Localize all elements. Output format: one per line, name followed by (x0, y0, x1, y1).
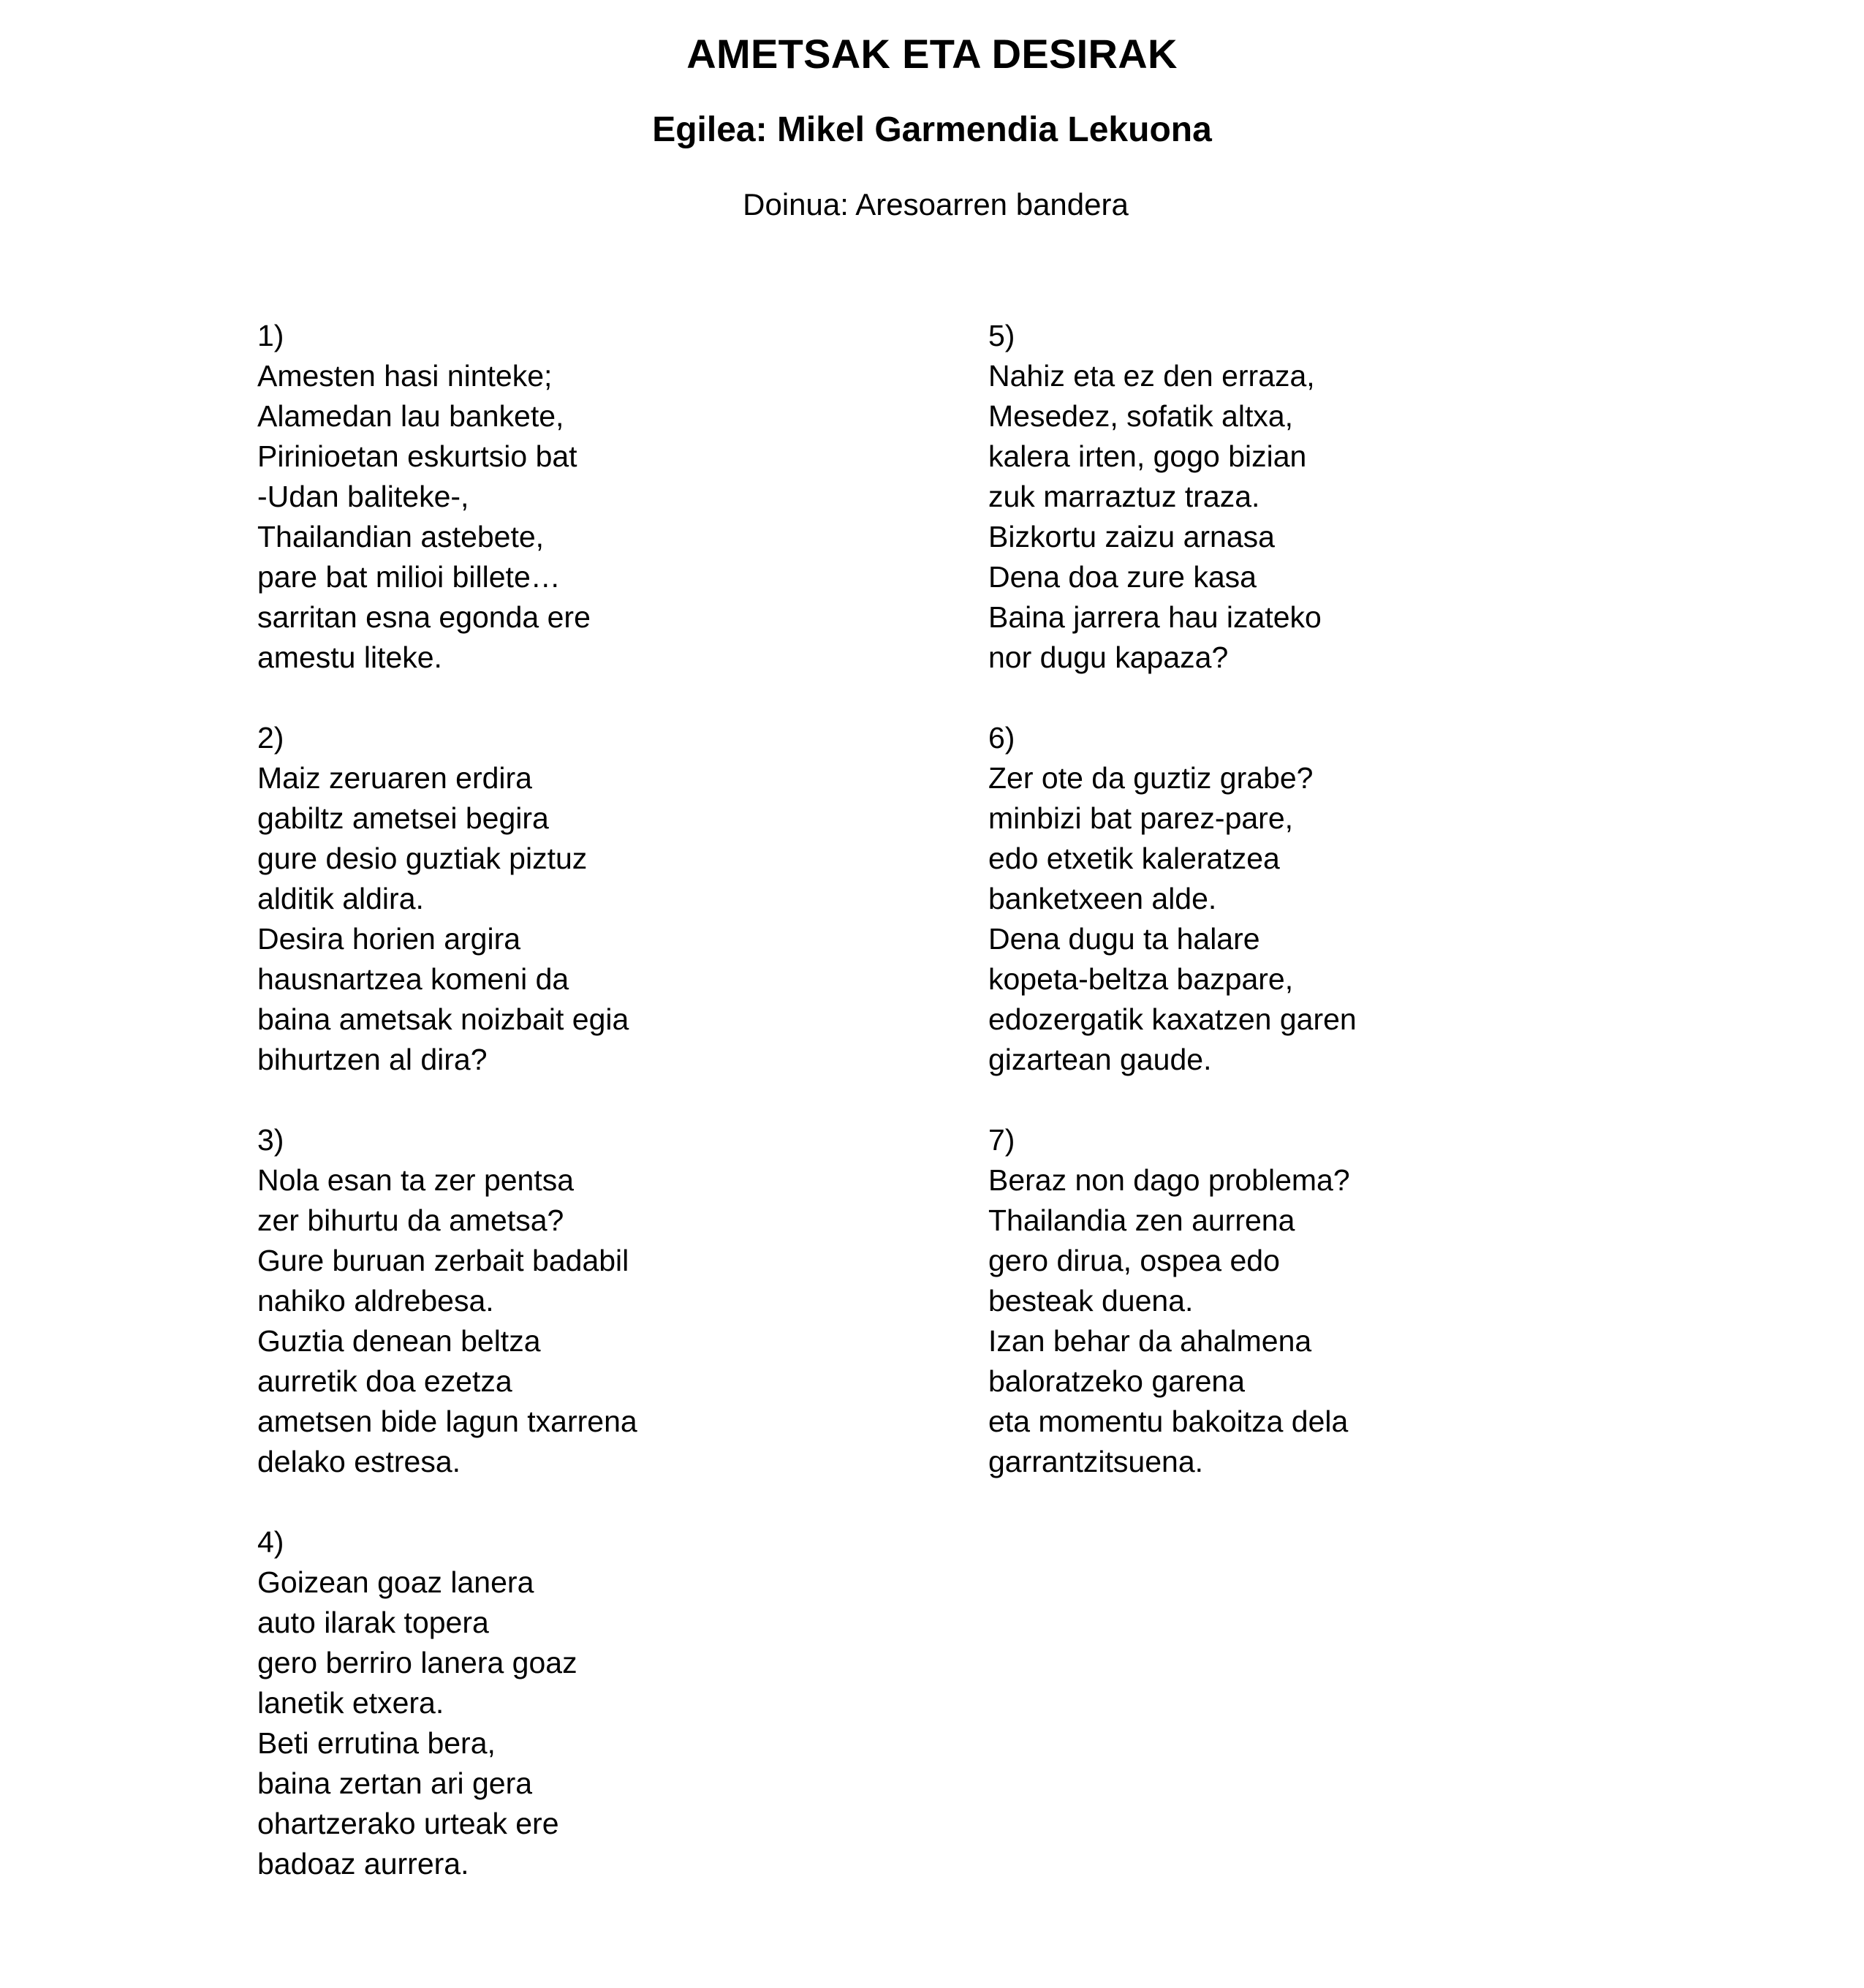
stanza-line: edozergatik kaxatzen garen (988, 1002, 1357, 1036)
stanza-line: Bizkortu zaizu arnasa (988, 520, 1275, 553)
stanza-line: garrantzitsuena. (988, 1445, 1204, 1478)
stanza-line: gizartean gaude. (988, 1043, 1212, 1076)
page-title: AMETSAK ETA DESIRAK (686, 31, 1178, 77)
stanza-line: gero berriro lanera goaz (257, 1646, 577, 1679)
stanza-number: 5) (988, 319, 1015, 352)
stanza-line: zer bihurtu da ametsa? (257, 1203, 564, 1237)
left-column (257, 316, 725, 1884)
melody-line: Doinua: Aresoarren bandera (743, 187, 1129, 222)
stanza-line: Thailandian astebete, (257, 520, 545, 553)
stanza-number: 6) (988, 721, 1015, 755)
stanza-line: Mesedez, sofatik altxa, (988, 399, 1294, 433)
stanza-line: delako estresa. (257, 1445, 461, 1478)
stanza-line: zuk marraztuz traza. (988, 480, 1260, 513)
stanza-line: Zer ote da guztiz grabe? (988, 761, 1314, 795)
stanza-line: Dena dugu ta halare (988, 922, 1260, 956)
stanza-line: nor dugu kapaza? (988, 640, 1229, 674)
stanza-line: Izan behar da ahalmena (988, 1324, 1312, 1358)
stanza-line: gure desio guztiak piztuz (257, 842, 588, 875)
stanza-line: ametsen bide lagun txarrena (257, 1405, 637, 1438)
stanza-line: Nola esan ta zer pentsa (257, 1163, 575, 1197)
stanza-line: alditik aldira. (257, 882, 424, 915)
stanza-line: Alamedan lau bankete, (257, 399, 564, 433)
lyrics-columns (0, 316, 1864, 1884)
stanza-line: Beraz non dago problema? (988, 1163, 1350, 1197)
stanza-line: Nahiz eta ez den erraza, (988, 359, 1315, 393)
stanza-line: nahiko aldrebesa. (257, 1284, 494, 1318)
stanza-line: amestu liteke. (257, 640, 442, 674)
stanza-line: gabiltz ametsei begira (257, 801, 549, 835)
stanza-1 (257, 316, 725, 678)
stanza-line: kopeta-beltza bazpare, (988, 962, 1294, 996)
stanza-number: 3) (257, 1123, 284, 1157)
stanza-line: bihurtzen al dira? (257, 1043, 488, 1076)
stanza-line: Baina jarrera hau izateko (988, 600, 1322, 634)
stanza-number: 1) (257, 319, 284, 352)
stanza-line: hausnartzea komeni da (257, 962, 569, 996)
stanza-line: Goizean goaz lanera (257, 1565, 534, 1599)
document-header (0, 0, 1864, 220)
stanza-line: sarritan esna egonda ere (257, 600, 591, 634)
stanza-line: ohartzerako urteak ere (257, 1807, 559, 1840)
stanza-line: aurretik doa ezetza (257, 1364, 512, 1398)
stanza-line: auto ilarak topera (257, 1606, 489, 1639)
right-column (988, 316, 1485, 1482)
stanza-line: lanetik etxera. (257, 1686, 444, 1720)
stanza-line: banketxeen alde. (988, 882, 1217, 915)
stanza-4 (257, 1522, 725, 1884)
stanza-line: Pirinioetan eskurtsio bat (257, 439, 577, 473)
author-line: Egilea: Mikel Garmendia Lekuona (652, 110, 1212, 149)
stanza-line: edo etxetik kaleratzea (988, 842, 1280, 875)
stanza-line: Thailandia zen aurrena (988, 1203, 1295, 1237)
stanza-7 (988, 1120, 1485, 1482)
stanza-line: besteak duena. (988, 1284, 1194, 1318)
stanza-2 (257, 718, 725, 1080)
stanza-line: Gure buruan zerbait badabil (257, 1244, 629, 1277)
stanza-3 (257, 1120, 725, 1482)
stanza-line: Maiz zeruaren erdira (257, 761, 532, 795)
stanza-line: baloratzeko garena (988, 1364, 1246, 1398)
stanza-line: Desira horien argira (257, 922, 521, 956)
stanza-line: eta momentu bakoitza dela (988, 1405, 1349, 1438)
stanza-line: gero dirua, ospea edo (988, 1244, 1280, 1277)
stanza-line: baina zertan ari gera (257, 1766, 533, 1800)
stanza-line: Guztia denean beltza (257, 1324, 541, 1358)
stanza-line: Beti errutina bera, (257, 1726, 496, 1760)
stanza-number: 2) (257, 721, 284, 755)
stanza-line: minbizi bat parez-pare, (988, 801, 1294, 835)
stanza-line: -Udan baliteke-, (257, 480, 469, 513)
stanza-number: 4) (257, 1525, 284, 1559)
stanza-6 (988, 718, 1485, 1080)
stanza-5 (988, 316, 1485, 678)
stanza-line: Amesten hasi ninteke; (257, 359, 553, 393)
stanza-line: pare bat milioi billete… (257, 560, 561, 594)
stanza-line: badoaz aurrera. (257, 1847, 469, 1881)
stanza-number: 7) (988, 1123, 1015, 1157)
stanza-line: kalera irten, gogo bizian (988, 439, 1307, 473)
stanza-line: baina ametsak noizbait egia (257, 1002, 629, 1036)
stanza-line: Dena doa zure kasa (988, 560, 1257, 594)
